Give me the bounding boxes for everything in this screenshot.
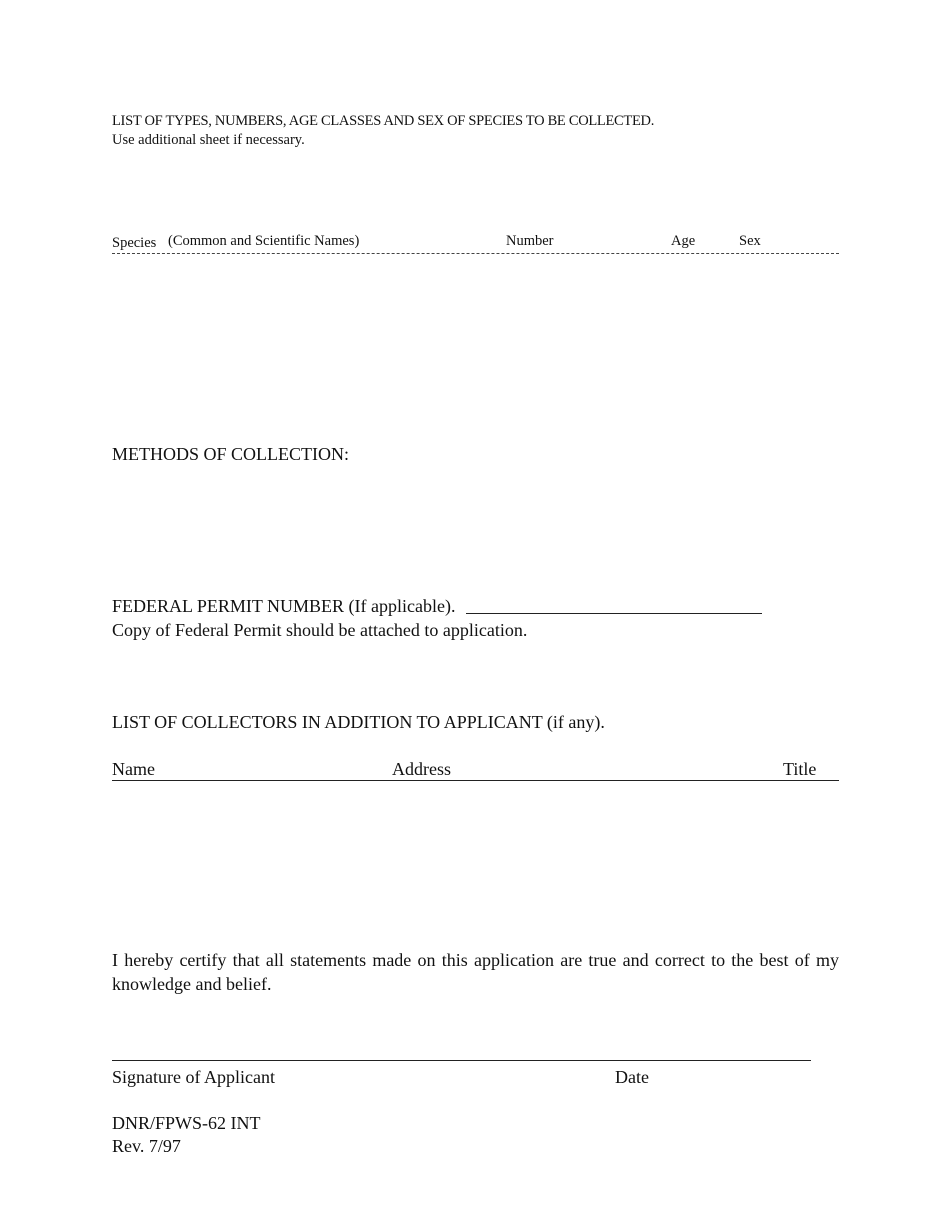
signature-line[interactable] [112,1060,811,1061]
species-column-header: Species [112,235,157,251]
collector-title-column-header: Title [783,759,817,779]
federal-permit-note: Copy of Federal Permit should be attached to application. [112,620,528,640]
form-revision: Rev. 7/97 [112,1136,181,1156]
collector-name-column-header: Name [112,759,155,779]
federal-permit-label: FEDERAL PERMIT NUMBER (If applicable). [112,596,456,616]
sex-column-header: Sex [739,233,761,249]
date-label: Date [615,1067,649,1087]
collector-address-column-header: Address [392,759,451,779]
certification-statement: I hereby certify that all statements made on this application are true and correct to the best of my knowledge and belief. [112,950,839,994]
species-names-column-header: (Common and Scientific Names) [168,233,360,249]
collectors-table-header [112,759,839,781]
methods-of-collection-label: METHODS OF COLLECTION: [112,444,349,464]
age-column-header: Age [671,233,696,249]
species-section-title: LIST OF TYPES, NUMBERS, AGE CLASSES AND SEX OF SPECIES TO BE COLLECTED. [112,113,655,129]
number-column-header: Number [506,233,554,249]
federal-permit-number-field[interactable] [466,613,762,614]
form-id: DNR/FPWS-62 INT [112,1113,261,1133]
collectors-section-title: LIST OF COLLECTORS IN ADDITION TO APPLICANT (if any). [112,712,605,732]
species-table-header [112,233,839,254]
signature-of-applicant-label: Signature of Applicant [112,1067,275,1087]
species-section-note: Use additional sheet if necessary. [112,132,305,148]
